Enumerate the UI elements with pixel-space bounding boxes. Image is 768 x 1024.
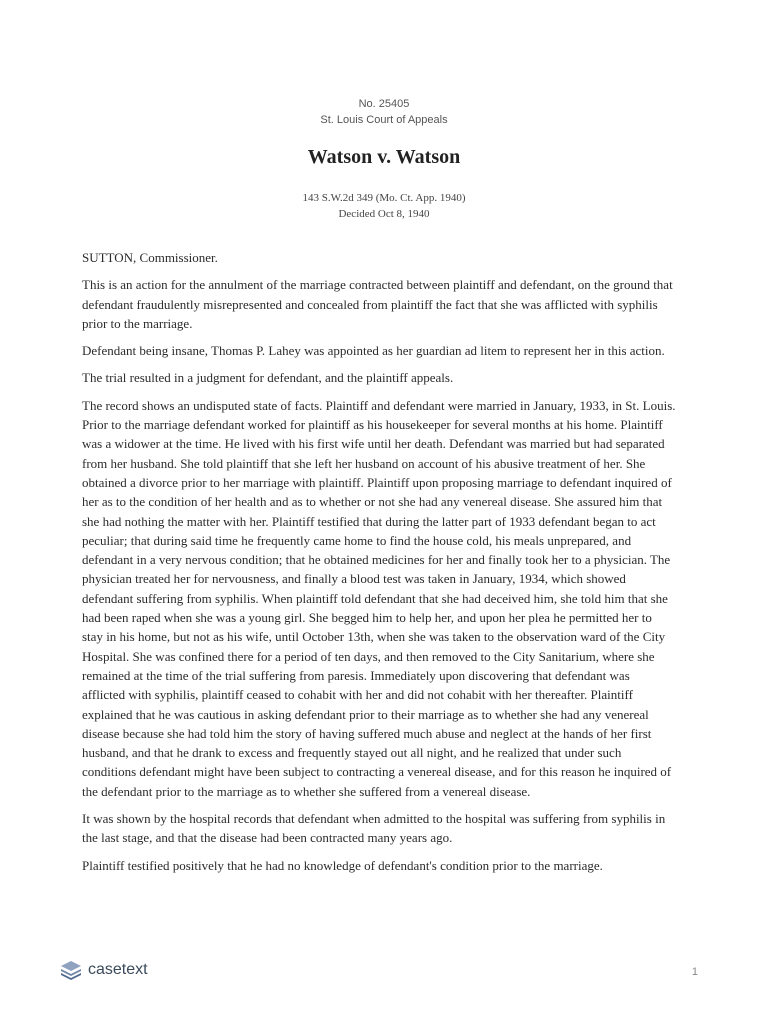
opinion-body — [82, 248, 676, 883]
court-name: St. Louis Court of Appeals — [320, 114, 448, 126]
docket-number: No. 25405 — [358, 98, 410, 110]
case-header — [0, 96, 768, 128]
stack-logo-icon — [60, 960, 82, 980]
opinion-paragraph: Defendant being insane, Thomas P. Lahey was appointed as her guardian ad litem to represent her in this action. — [82, 343, 665, 359]
opinion-paragraph: It was shown by the hospital records that defendant when admitted to the hospital was suffering from syphilis in the last stage, and that the disease had been contracted many years ago. — [82, 811, 666, 846]
opinion-paragraph: This is an action for the annulment of the marriage contracted between plaintiff and defendant, on the ground that defendant fraudulently misrepresented and concealed from plaintiff the fact that she was afflicted with syphilis prior to the marriage. — [82, 277, 673, 331]
decision-date: Decided Oct 8, 1940 — [338, 208, 430, 220]
case-citation — [0, 190, 768, 222]
opinion-author: SUTTON, Commissioner. — [82, 250, 218, 265]
opinion-paragraph: The trial resulted in a judgment for defendant, and the plaintiff appeals. — [82, 370, 454, 386]
opinion-paragraph: Plaintiff testified positively that he had no knowledge of defendant's condition prior to the marriage. — [82, 857, 603, 873]
page-number: 1 — [691, 966, 698, 978]
brand-name: casetext — [88, 961, 148, 978]
case-title: Watson v. Watson — [307, 146, 461, 168]
opinion-paragraph: The record shows an undisputed state of facts. Plaintiff and defendant were married in January, 1933, in St. Louis. Prior to the marriage defendant worked for plaintiff as his housekeeper for several months at his home. Plaintiff was a widower at the time. He lived with his first wife until her death. Defendant was married but had separated from her husband. She told plaintiff that she left her husband on account of his abusive treatment of her. She obtained a divorce prior to her marriage with plaintiff. Plaintiff upon proposing marriage to defendant inquired of her as to the condition of her health and as to whether or not she had any venereal disease. She assured him that she had nothing the matter with her. Plaintiff testified that during the latter part of 1933 defendant began to act peculiar; that during said time he frequently came home to find the house cold, his meals unprepared, and defendant in a very nervous condition; that he obtained medicines for her and finally took her to a physician. The physician treated her for nervousness, and finally a blood test was taken in January, 1934, which showed defendant suffering from syphilis. When plaintiff told defendant that she had deceived him, she told him that she had been raped when she was a young girl. She begged him to help her, and upon her plea he permitted her to stay in his home, but not as his wife, until October 13th, when she was taken to the observation ward of the City Hospital. She was confined there for a period of ten days, and then removed to the City Sanitarium, where she remained at the time of the trial suffering from paresis. Immediately upon discovering that defendant was afflicted with syphilis, plaintiff ceased to cohabit with her and did not cohabit with her thereafter. Plaintiff explained that he was cautious in asking defendant prior to their marriage as to whether she had any venereal disease because she had told him the story of having suffered much abuse and neglect at the hands of her first husband, and that he drank to excess and frequently stayed out all night, and he realized that under such conditions defendant might have been subject to contracting a venereal disease, and for this reason he inquired of the defendant prior to the marriage as to whether she suffered from a venereal disease. — [82, 397, 676, 799]
reporter-citation: 143 S.W.2d 349 (Mo. Ct. App. 1940) — [302, 192, 466, 204]
casetext-logo[interactable] — [60, 960, 148, 980]
